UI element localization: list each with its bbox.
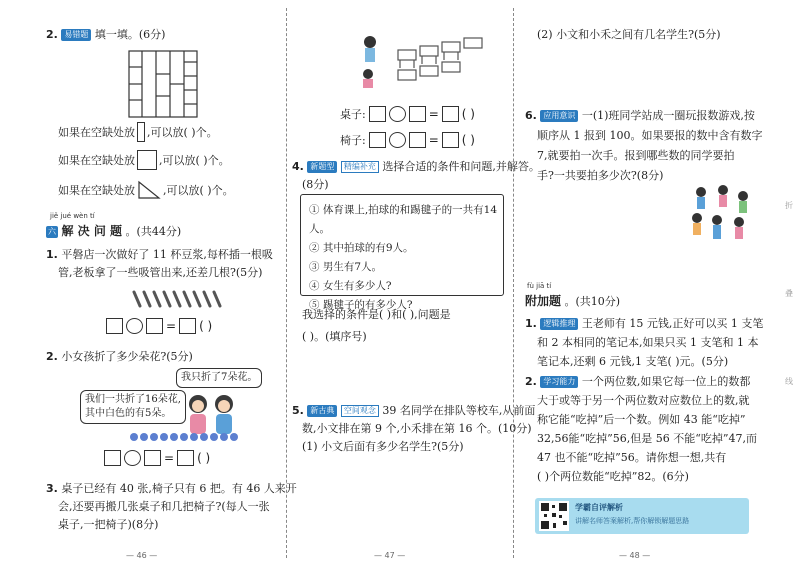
operator-circle[interactable] xyxy=(124,450,141,466)
question-5-part-2: (2) 小文和小禾之间有几名学生?(5分) xyxy=(537,28,721,41)
bonus-question-2: 2. 学习能力 一个两位数,如果它每一位上的数都 大于或等于另一个两位数对应数位上的数,就 称它能“吃掉”后一个数。例如 43 能“吃掉” 32,56能“吃掉”56,但是 56 不能“吃掉”47,而 47 也不能“吃掉”56。请你想一想,共有 ( )个两位数能“吃掉”82。(6分) xyxy=(525,375,757,483)
equation-row-chairs: 椅子: = ( ) xyxy=(340,133,475,147)
answer-box[interactable] xyxy=(369,106,386,122)
page-divider xyxy=(513,8,514,558)
answer-box[interactable] xyxy=(442,132,459,148)
equation-row-straws: = ( ) xyxy=(106,318,212,334)
question-4-header: 4. 新题型 精编补充 选择合适的条件和问题,并解答。 (8分) xyxy=(292,160,540,191)
question-tag: 精编补充 xyxy=(341,161,379,173)
page-number: — 46 — xyxy=(126,551,158,560)
answer-box[interactable] xyxy=(106,318,123,334)
option-1[interactable]: ① 体育课上,拍球的和踢毽子的一共有14人。 xyxy=(309,204,498,235)
option-3[interactable]: ③ 男生有7人。 xyxy=(309,261,383,273)
option-2[interactable]: ② 其中拍球的有9人。 xyxy=(309,242,414,254)
page-48: (2) 小文和小禾之间有几名学生?(5分) 6. 应用意识 一(1)班同学站成一圈玩报数游戏,按 顺序从 1 报到 100。如果要报的数中含有数字 7,就要拍一次手。报到哪些数的同学要拍 手?一共要拍多少次?(8分) fù jiā tí 附加题 。(共10分) 1. 逻辑推理 王老师有 15 元钱,正好可以买 1 支笔 和 2 本相同的笔记本,如果只买 1 支笔和 1 本 笔记本,还剩 6 元钱,1 支笔( )元。(5分) 2. 学习能力 一个两位数,如果它每一位上的数都 大于或等于另一个两位数对应数位上的数,就 称它能“吃掉”后一个数。例如 43 能“吃掉” 32,56能“吃掉”56,但是 56 不能“吃掉”47,而 47 也不能“吃掉”56。请你想一想,共有 ( )个两位数能“吃掉”82。(6分) 学霸自评解析 讲解名师答案解析,帮你解锁解题思路 折 叠 线 — 48 — xyxy=(525,28,793,560)
fill-row-2: 如果在空缺处放 ,可以放( )个。 xyxy=(58,150,230,170)
rectangle-grid-figure xyxy=(128,50,198,118)
thin-rectangle-shape xyxy=(137,122,145,142)
fill-row-3: 如果在空缺处放 ,可以放( )个。 xyxy=(58,180,234,200)
self-check-banner[interactable]: 学霸自评解析 讲解名师答案解析,帮你解锁解题思路 xyxy=(535,498,749,534)
boy-speech-bubble: 我们一共折了16朵花, 其中白色的有5朵。 xyxy=(80,390,186,424)
question-tag: 学习能力 xyxy=(540,376,578,388)
answer-box[interactable] xyxy=(144,450,161,466)
flowers-illustration xyxy=(128,430,244,444)
children-circle-illustration xyxy=(687,184,753,246)
options-box xyxy=(300,194,504,311)
section-header-solve-problems: 六 解 决 问 题 。(共44分) xyxy=(48,224,182,238)
fold-line-mark-3: 线 xyxy=(785,377,793,386)
operator-circle[interactable] xyxy=(126,318,143,334)
answer-box[interactable] xyxy=(442,106,459,122)
question-6: 6. 应用意识 一(1)班同学站成一圈玩报数游戏,按 顺序从 1 报到 100。如果要报的数中含有数字 7,就要拍一次手。报到哪些数的同学要拍 手?一共要拍多少次?(8分) xyxy=(525,109,763,182)
answer-box[interactable] xyxy=(369,132,386,148)
question-tag: 新题型 xyxy=(307,161,337,173)
straws-icon xyxy=(130,288,226,310)
question-tag: 易错题 xyxy=(61,29,91,41)
bonus-question-1: 1. 逻辑推理 王老师有 15 元钱,正好可以买 1 支笔 和 2 本相同的笔记本,如果只买 1 支笔和 1 本 笔记本,还剩 6 元钱,1 支笔( )元。(5分) xyxy=(525,317,764,368)
desks-chairs-illustration xyxy=(358,30,498,90)
question-tag: 新古典 xyxy=(307,405,337,417)
page-46: 2. 易错题 填一填。(6分) 如果在空缺处放 ,可以放( )个。 如果在空缺处放 ,可以放( )个。 如果在空缺处放 ,可以放( )个。 jiě jué wèn tí 六 解 决 问 题 。(共44分) 1. 平磐店一次做好了 11 杯豆浆,每杯插一根吸 管,老板拿了一些吸管出来,还差几根?(5分) = ( ) 2. 小女孩折了多少朵花?(5分) 我只折了7朵花。 我们一共折了16朵花, 其中白色的有5朵。 = ( ) 3. 桌子已经有 40 张,椅子只有 6 把。有 46 人来开 会,还要再搬几张桌子和几把椅子?(每人一张 桌子,一把椅子)(8分) — 46 — xyxy=(46,28,297,560)
operator-circle[interactable] xyxy=(389,106,406,122)
question-2-header: 2. 易错题 填一填。(6分) xyxy=(46,28,166,41)
answer-box[interactable] xyxy=(409,132,426,148)
answer-box[interactable] xyxy=(409,106,426,122)
page-47 xyxy=(288,0,540,566)
page-divider xyxy=(286,8,287,558)
option-4[interactable]: ④ 女生有多少人? xyxy=(309,280,392,292)
square-shape xyxy=(137,150,157,170)
question-tag: 应用意识 xyxy=(540,110,578,122)
answer-box[interactable] xyxy=(179,318,196,334)
p1-question-3: 3. 桌子已经有 40 张,椅子只有 6 把。有 46 人来开 会,还要再搬几张桌子和几把椅子?(每人一张 桌子,一把椅子)(8分) xyxy=(46,482,297,531)
fold-line-mark-2: 叠 xyxy=(785,289,793,298)
fill-row-1: 如果在空缺处放 ,可以放( )个。 xyxy=(58,122,218,142)
page-number: — 47 — xyxy=(374,551,406,560)
page-number: — 48 — xyxy=(619,551,651,560)
answer-box[interactable] xyxy=(104,450,121,466)
p1-question-2: 2. 小女孩折了多少朵花?(5分) xyxy=(46,350,193,363)
question-tag: 逻辑推理 xyxy=(540,318,578,330)
question-5: 5. 新古典 空间观念 39 名同学在排队等校车,从前面 数,小文排在第 9 个,小禾排在第 16 个。(10分) (1) 小文后面有多少名学生?(5分) xyxy=(292,404,536,453)
section-number-icon: 六 xyxy=(48,227,56,236)
operator-circle[interactable] xyxy=(389,132,406,148)
option-5[interactable]: ⑤ 踢毽子的有多少人? xyxy=(309,299,413,311)
fold-line-mark-1: 折 xyxy=(785,201,793,210)
choice-statement: 我选择的条件是( )和( ),问题是 ( )。(填序号) xyxy=(302,308,451,343)
qr-code-icon xyxy=(539,501,569,531)
triangle-shape xyxy=(137,180,161,200)
section-header-bonus: 附加题 。(共10分) xyxy=(525,294,621,308)
answer-box[interactable] xyxy=(177,450,194,466)
girl-speech-bubble: 我只折了7朵花。 xyxy=(176,368,262,388)
answer-box[interactable] xyxy=(146,318,163,334)
p1-question-1: 1. 平磐店一次做好了 11 杯豆浆,每杯插一根吸 管,老板拿了一些吸管出来,还差几根?(5分) xyxy=(46,248,273,279)
equation-row-desks: 桌子: = ( ) xyxy=(340,107,475,121)
equation-row-flowers: = ( ) xyxy=(104,450,210,466)
question-tag: 空间观念 xyxy=(341,405,379,417)
